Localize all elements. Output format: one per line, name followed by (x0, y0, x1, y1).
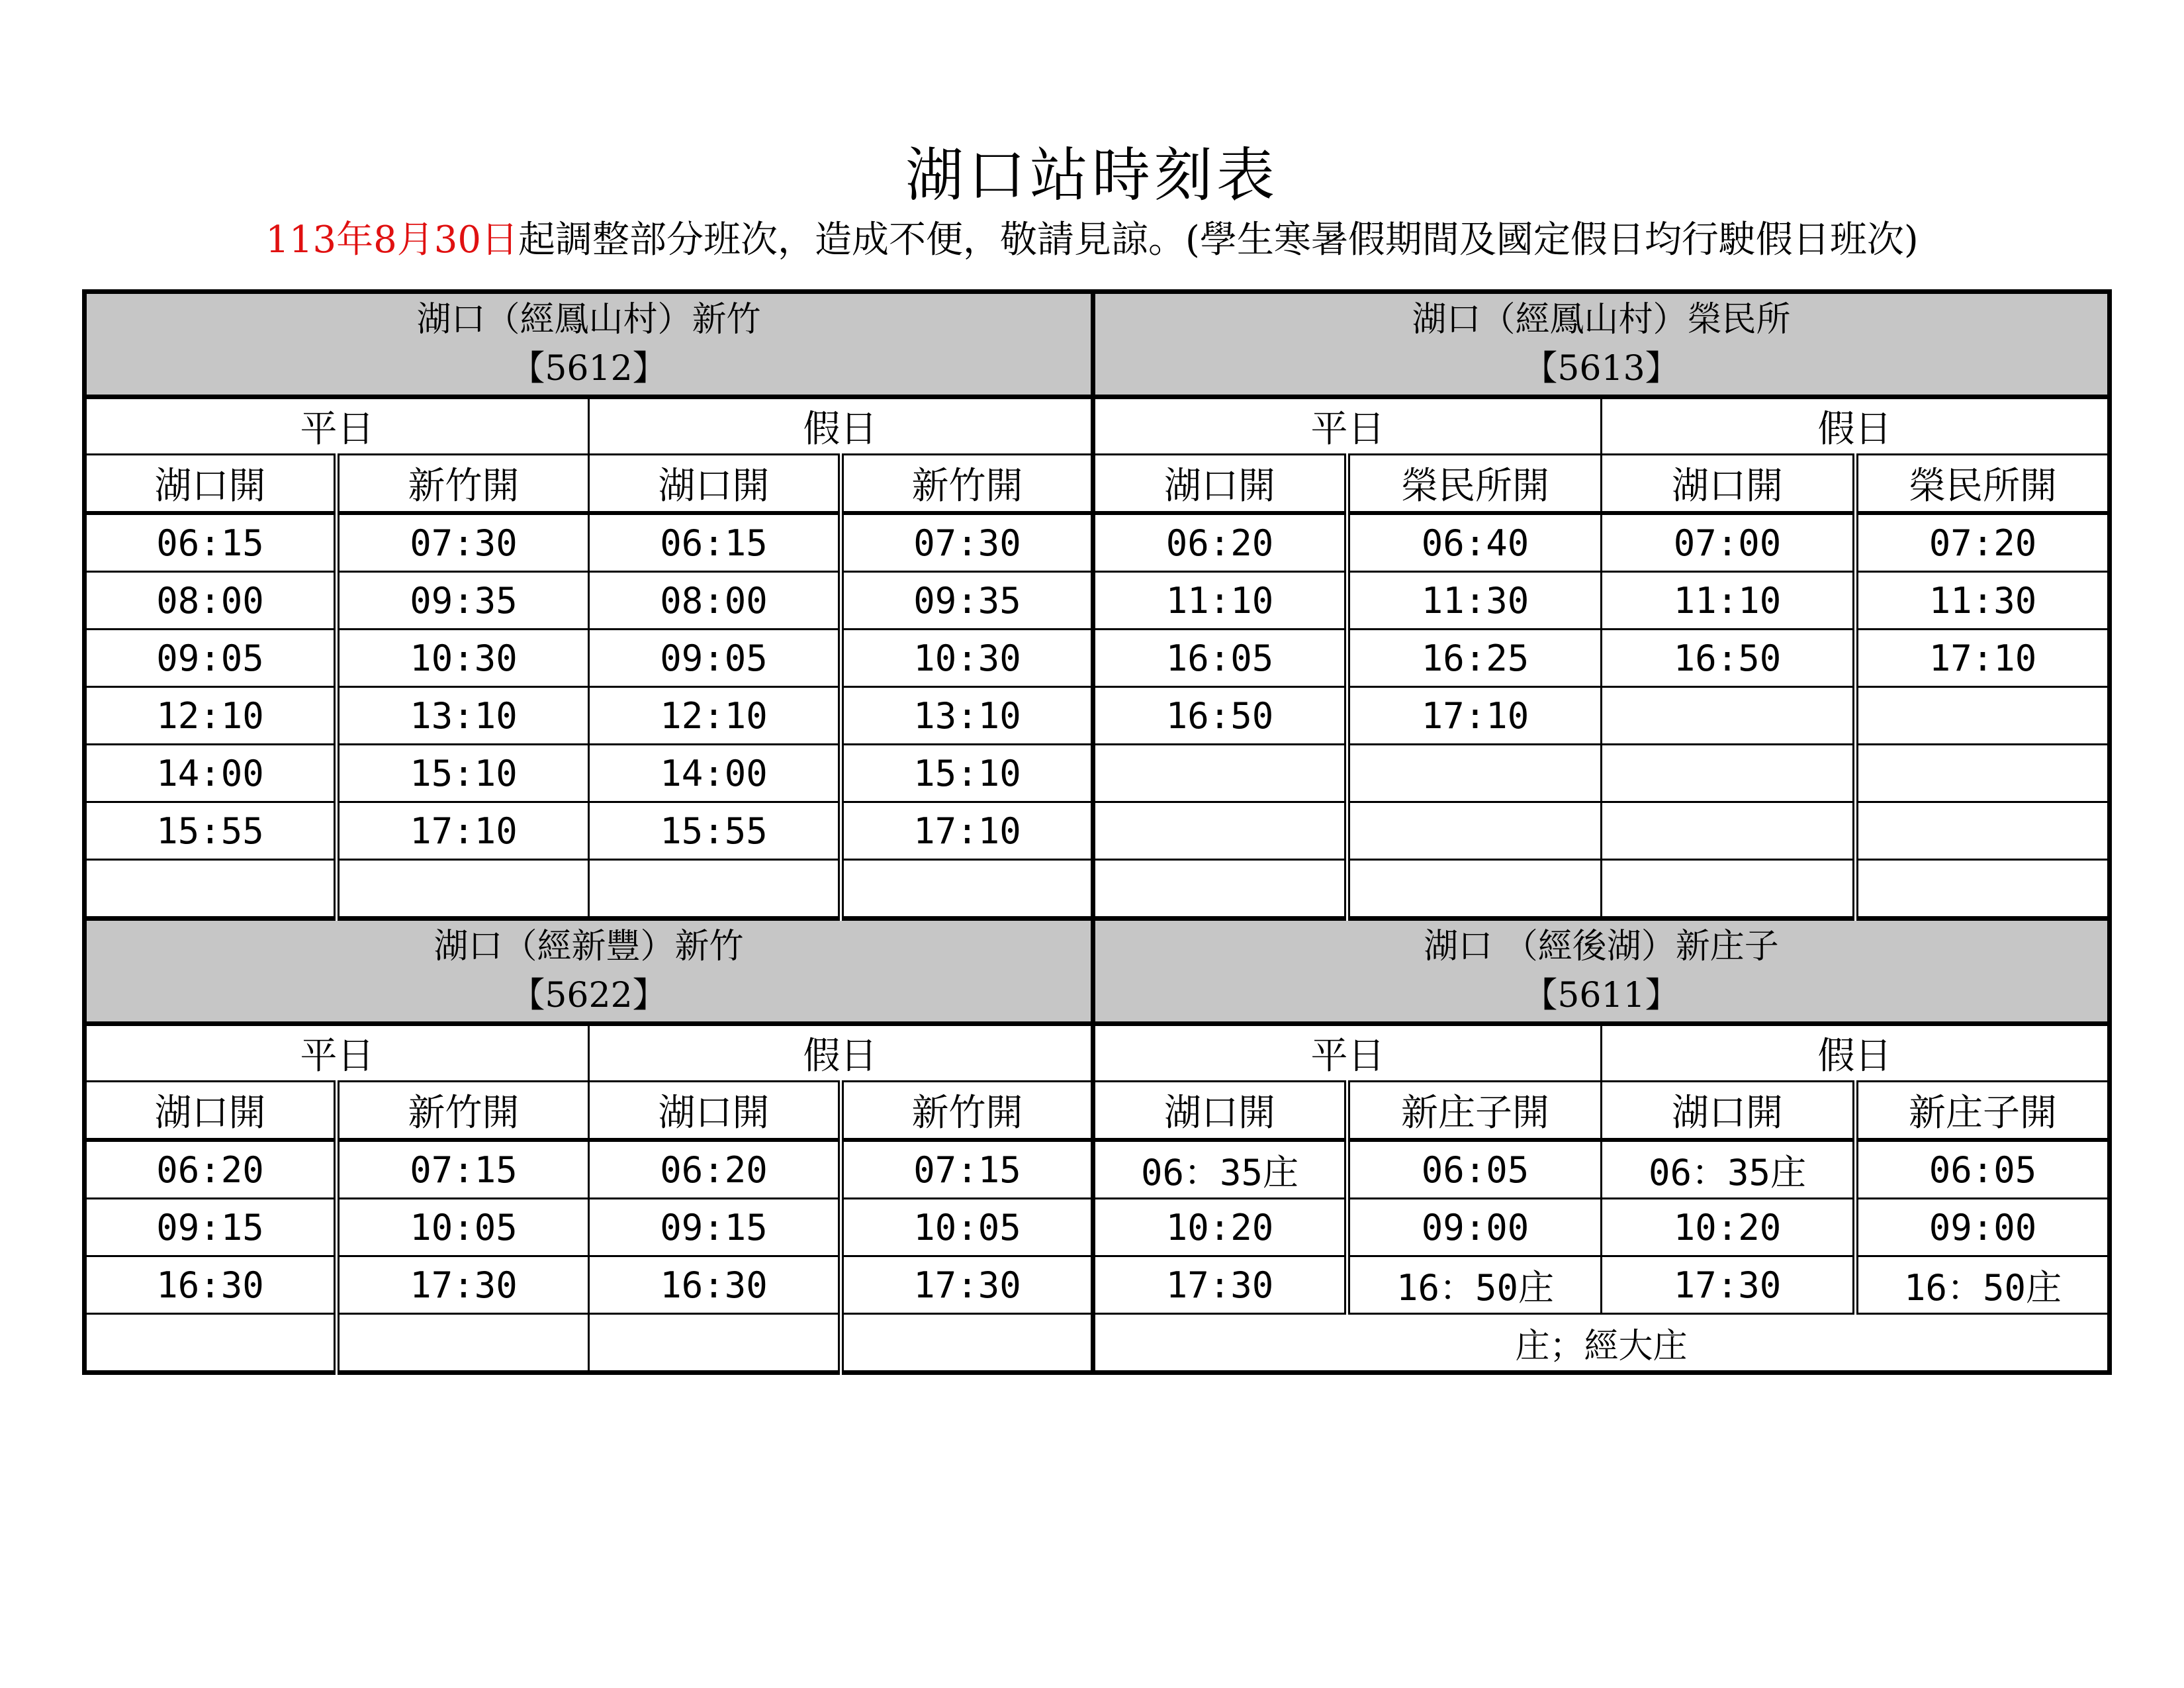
column-header: 新庄子開 (1856, 1082, 2110, 1141)
time-cell: 12:10 (589, 687, 841, 745)
time-cell: 17:10 (337, 802, 589, 860)
time-cell: 06:20 (589, 1140, 841, 1199)
route-code: 【5611】 (1523, 976, 1680, 1015)
column-header-row (85, 1082, 2110, 1141)
time-cell: 06:15 (589, 513, 841, 572)
time-cell: 16:50 (1602, 630, 1856, 687)
time-cell (1093, 745, 1347, 802)
time-cell: 14:00 (589, 745, 841, 802)
time-cell (1856, 802, 2110, 860)
time-cell: 09:15 (589, 1199, 841, 1256)
time-row (85, 860, 2110, 919)
time-cell (1856, 745, 2110, 802)
time-cell: 16：50庄 (1347, 1256, 1602, 1314)
time-cell: 16:25 (1347, 630, 1602, 687)
column-header: 新竹開 (841, 455, 1093, 514)
time-cell: 11:10 (1093, 572, 1347, 630)
time-row (85, 630, 2110, 687)
column-header: 榮民所開 (1347, 455, 1602, 514)
time-cell (1602, 860, 1856, 919)
time-cell: 09:35 (841, 572, 1093, 630)
time-cell (1093, 802, 1347, 860)
time-cell: 06:15 (85, 513, 337, 572)
day-type-holiday: 假日 (589, 397, 1093, 455)
time-cell (1856, 687, 2110, 745)
time-cell: 16:30 (85, 1256, 337, 1314)
column-header: 新竹開 (337, 1082, 589, 1141)
column-header: 湖口開 (85, 1082, 337, 1141)
time-cell: 17:30 (1602, 1256, 1856, 1314)
time-cell: 17:10 (1856, 630, 2110, 687)
route-code: 【5622】 (510, 976, 667, 1015)
time-cell: 10:30 (841, 630, 1093, 687)
time-cell: 11:10 (1602, 572, 1856, 630)
time-cell: 08:00 (85, 572, 337, 630)
footnote: 庄；經大庄 (1093, 1314, 2110, 1373)
time-row (85, 745, 2110, 802)
time-cell: 10:20 (1602, 1199, 1856, 1256)
time-cell (1602, 745, 1856, 802)
time-cell: 12:10 (85, 687, 337, 745)
time-cell: 07:15 (841, 1140, 1093, 1199)
time-cell: 06：35庄 (1093, 1140, 1347, 1199)
time-cell: 16:30 (589, 1256, 841, 1314)
column-header: 新竹開 (841, 1082, 1093, 1141)
time-cell: 15:10 (337, 745, 589, 802)
column-header: 新庄子開 (1347, 1082, 1602, 1141)
time-cell: 15:55 (589, 802, 841, 860)
timetable (82, 289, 2112, 1375)
notice-text: 起調整部分班次，造成不便，敬請見諒。(學生寒暑假期間及國定假日均行駛假日班次) (518, 218, 1919, 261)
time-cell: 09:00 (1856, 1199, 2110, 1256)
time-cell: 06:05 (1856, 1140, 2110, 1199)
time-cell: 07:30 (337, 513, 589, 572)
time-cell (1856, 860, 2110, 919)
column-header: 湖口開 (1093, 1082, 1347, 1141)
time-cell: 09:00 (1347, 1199, 1602, 1256)
day-type-weekday: 平日 (1093, 397, 1602, 455)
time-cell (337, 860, 589, 919)
route-header-left (85, 919, 1093, 1024)
time-cell (1347, 745, 1602, 802)
time-cell: 17:30 (841, 1256, 1093, 1314)
time-cell: 10:05 (841, 1199, 1093, 1256)
time-cell: 17:10 (841, 802, 1093, 860)
time-cell: 11:30 (1347, 572, 1602, 630)
day-type-holiday: 假日 (589, 1024, 1093, 1082)
time-cell: 09:05 (85, 630, 337, 687)
time-row (85, 1314, 2110, 1373)
time-cell (1093, 860, 1347, 919)
column-header: 湖口開 (1602, 455, 1856, 514)
column-header: 湖口開 (589, 1082, 841, 1141)
route-header-right (1093, 292, 2110, 397)
time-cell: 16:50 (1093, 687, 1347, 745)
route-code: 【5613】 (1523, 349, 1680, 389)
time-cell: 09:05 (589, 630, 841, 687)
time-cell: 08:00 (589, 572, 841, 630)
day-type-holiday: 假日 (1602, 1024, 2110, 1082)
day-type-holiday: 假日 (1602, 397, 2110, 455)
day-type-weekday: 平日 (85, 397, 589, 455)
time-row (85, 572, 2110, 630)
time-cell: 07:20 (1856, 513, 2110, 572)
time-cell: 15:10 (841, 745, 1093, 802)
time-cell: 14:00 (85, 745, 337, 802)
page-title: 湖口站時刻表 (905, 141, 1279, 209)
route-name: 湖口 （經後湖）新庄子 (1424, 927, 1779, 966)
time-cell: 09:15 (85, 1199, 337, 1256)
route-code: 【5612】 (510, 349, 667, 389)
time-row (85, 1199, 2110, 1256)
time-cell: 17:10 (1347, 687, 1602, 745)
time-cell (589, 1314, 841, 1373)
time-cell: 06:20 (1093, 513, 1347, 572)
route-header-right (1093, 919, 2110, 1024)
time-cell: 07:00 (1602, 513, 1856, 572)
time-cell: 16：50庄 (1856, 1256, 2110, 1314)
time-cell: 10:20 (1093, 1199, 1347, 1256)
time-cell (85, 860, 337, 919)
day-type-row (85, 1024, 2110, 1082)
time-cell: 06:40 (1347, 513, 1602, 572)
time-cell: 10:05 (337, 1199, 589, 1256)
effective-date: 113年8月30日 (265, 218, 519, 261)
time-row (85, 513, 2110, 572)
time-cell (1347, 860, 1602, 919)
time-cell: 06:05 (1347, 1140, 1602, 1199)
route-header-row (85, 292, 2110, 397)
time-cell (589, 860, 841, 919)
time-row (85, 1140, 2110, 1199)
column-header: 湖口開 (1093, 455, 1347, 514)
column-header: 湖口開 (1602, 1082, 1856, 1141)
column-header: 湖口開 (85, 455, 337, 514)
column-header: 新竹開 (337, 455, 589, 514)
route-name: 湖口（經鳳山村）榮民所 (1412, 300, 1791, 340)
time-cell: 07:30 (841, 513, 1093, 572)
time-cell (841, 1314, 1093, 1373)
route-header-row (85, 919, 2110, 1024)
time-cell (337, 1314, 589, 1373)
time-cell (1602, 687, 1856, 745)
column-header-row (85, 455, 2110, 514)
time-row (85, 802, 2110, 860)
column-header: 湖口開 (589, 455, 841, 514)
day-type-row (85, 397, 2110, 455)
time-cell: 11:30 (1856, 572, 2110, 630)
time-cell: 06:20 (85, 1140, 337, 1199)
time-cell: 10:30 (337, 630, 589, 687)
time-cell: 07:15 (337, 1140, 589, 1199)
day-type-weekday: 平日 (85, 1024, 589, 1082)
time-cell: 17:30 (337, 1256, 589, 1314)
time-cell: 16:05 (1093, 630, 1347, 687)
column-header: 榮民所開 (1856, 455, 2110, 514)
time-cell (85, 1314, 337, 1373)
time-row (85, 687, 2110, 745)
time-cell: 09:35 (337, 572, 589, 630)
time-cell (1347, 802, 1602, 860)
time-cell: 15:55 (85, 802, 337, 860)
time-cell (1602, 802, 1856, 860)
time-row (85, 1256, 2110, 1314)
day-type-weekday: 平日 (1093, 1024, 1602, 1082)
time-cell (841, 860, 1093, 919)
time-cell: 06：35庄 (1602, 1140, 1856, 1199)
time-cell: 13:10 (841, 687, 1093, 745)
schedule-notice (0, 211, 2184, 263)
time-cell: 17:30 (1093, 1256, 1347, 1314)
time-cell: 13:10 (337, 687, 589, 745)
route-name: 湖口（經鳳山村）新竹 (416, 300, 761, 340)
route-name: 湖口（經新豐）新竹 (433, 927, 744, 966)
route-header-left (85, 292, 1093, 397)
